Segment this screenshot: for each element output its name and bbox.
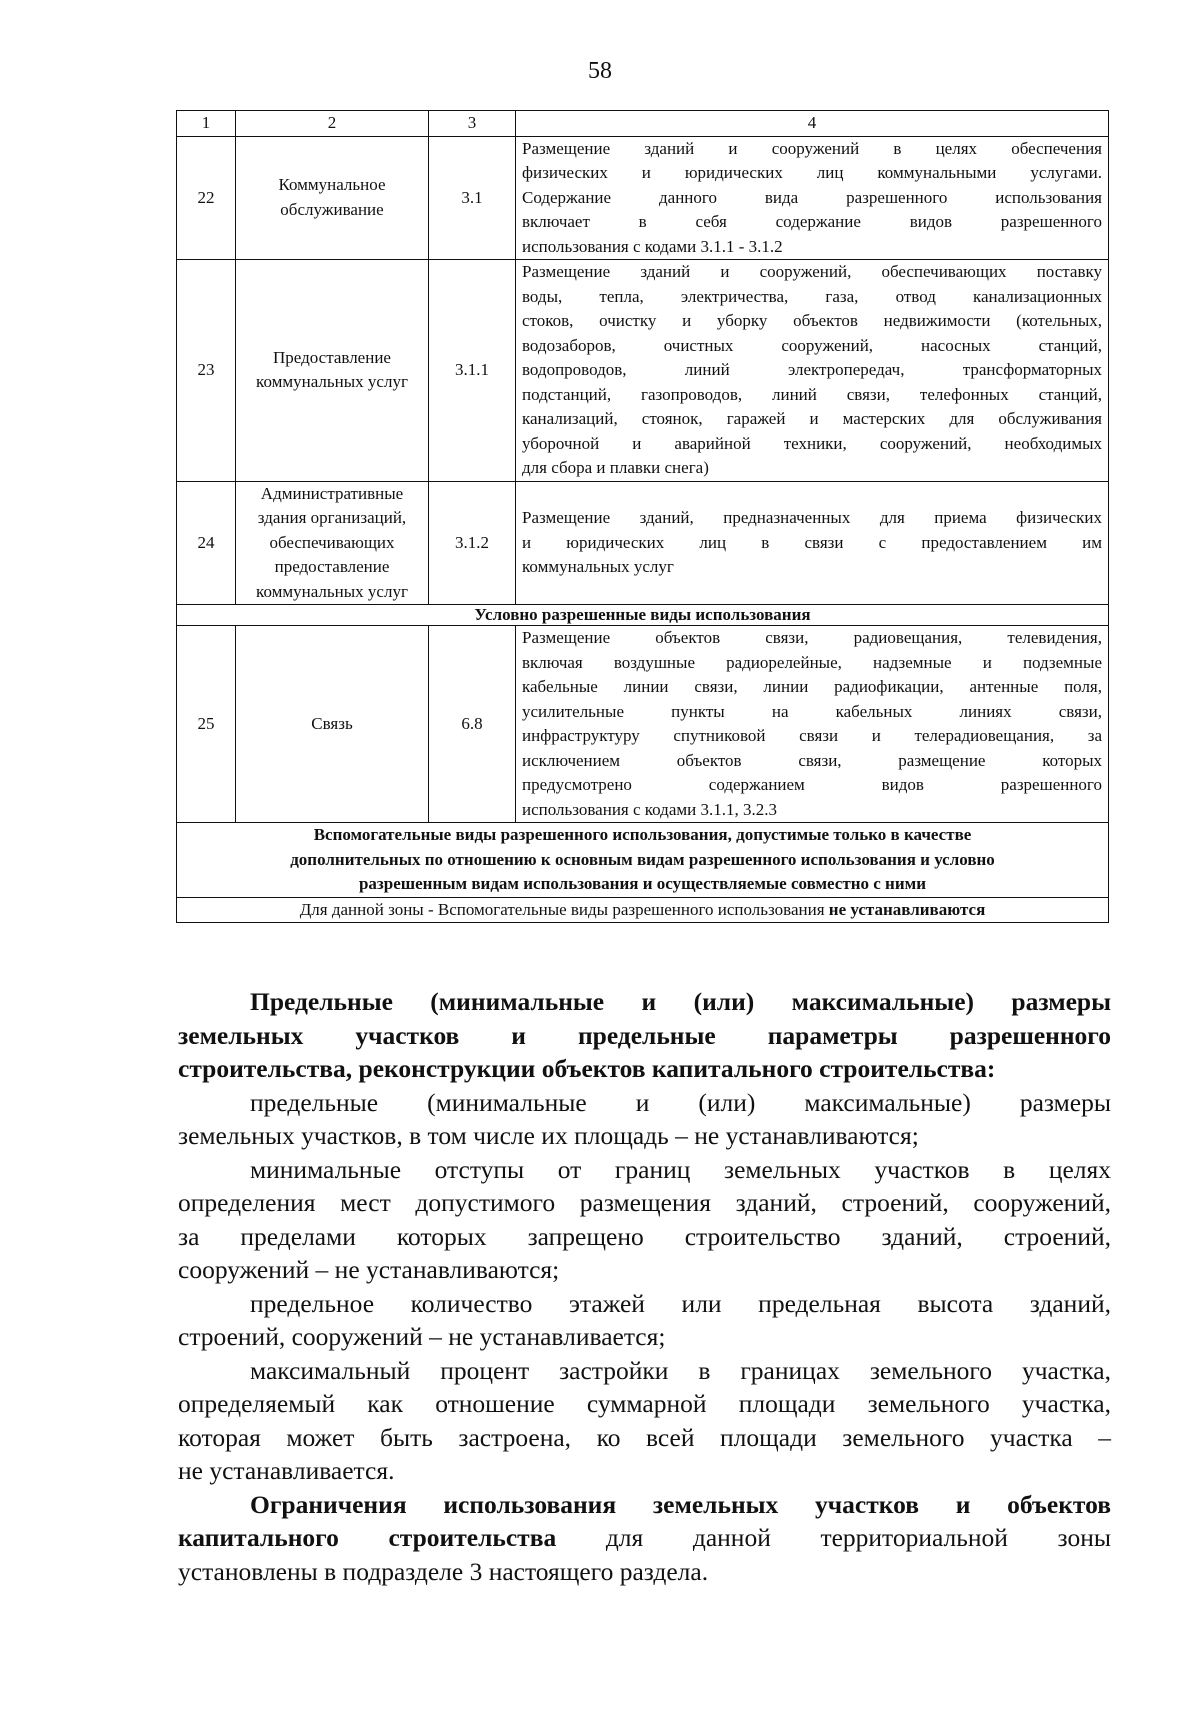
- land-use-table: [176, 110, 1109, 923]
- row-number: 22: [177, 136, 236, 260]
- restrictions-line-3: установлены в подразделе 3 настоящего раздела.: [178, 1556, 709, 1586]
- auxiliary-note-prefix: Для данной зоны - Вспомогательные виды разрешенного использования: [299, 899, 825, 919]
- paragraph-line: определения мест допустимого размещения зданий, строений, сооружений,: [178, 1188, 1111, 1217]
- restrictions-bold-1: Ограничения использования земельных участков и объектов: [250, 1489, 1111, 1519]
- auxiliary-title-line: разрешенным видам использования и осуществляемые совместно с ними: [358, 874, 927, 893]
- row-use-name: Предоставление коммунальных услуг: [236, 260, 429, 482]
- description-line: исключением объектов связи, размещение которых: [522, 750, 1102, 770]
- row-description: [516, 136, 1109, 260]
- section-heading: [178, 985, 1111, 1086]
- row-code: 3.1: [429, 136, 516, 260]
- description-line: физических и юридических лиц коммунальными услугами.: [522, 163, 1102, 182]
- description-line: Размещение зданий, предназначенных для приема физических: [522, 508, 1102, 527]
- table-row: [177, 481, 1109, 605]
- description-line: водопроводов, линий электропередач, трансформаторных: [522, 360, 1102, 379]
- description-line: использования с кодами 3.1.1 - 3.1.2: [522, 236, 783, 256]
- auxiliary-title-line: Вспомогательные виды разрешенного использования, допустимые только в качестве: [313, 825, 972, 844]
- header-col-4: 4: [516, 111, 1109, 137]
- description-line: использования с кодами 3.1.1, 3.2.3: [522, 799, 777, 819]
- body-text: [178, 985, 1111, 1588]
- description-line: Содержание данного вида разрешенного использования: [522, 187, 1102, 207]
- heading-line: строительства, реконструкции объектов капитального строительства:: [178, 1054, 996, 1083]
- paragraph-line: предельное количество этажей или предельная высота зданий,: [250, 1288, 1111, 1318]
- parameters-paragraphs: [178, 1086, 1111, 1488]
- auxiliary-section-title: [177, 823, 1109, 898]
- restrictions-regular-2: для данной территориальной зоны: [556, 1523, 1111, 1552]
- paragraph-line: минимальные отступы от границ земельных участков в целях: [250, 1154, 1111, 1184]
- row-description: [516, 626, 1109, 823]
- restrictions-bold-2: капитального строительства: [178, 1523, 557, 1552]
- table-header-row: [177, 111, 1109, 137]
- restrictions-line-1: [178, 1488, 1111, 1522]
- row-number: 25: [177, 626, 236, 823]
- header-col-1: 1: [177, 111, 236, 137]
- auxiliary-note-suffix: не устанавливаются: [828, 899, 986, 919]
- description-line: водозаборов, очистных сооружений, насосных станций,: [522, 335, 1102, 355]
- auxiliary-title-line: дополнительных по отношению к основным видам разрешенного использования и условно: [290, 849, 995, 869]
- row-use-name: Коммунальное обслуживание: [236, 136, 429, 260]
- header-col-2: 2: [236, 111, 429, 137]
- description-line: Размещение зданий и сооружений, обеспечивающих поставку: [522, 262, 1102, 281]
- row-description: [516, 481, 1109, 605]
- heading-line: земельных участков и предельные параметры разрешенного: [178, 1020, 1111, 1050]
- heading-line: Предельные (минимальные и (или) максимальные) размеры: [250, 987, 1111, 1016]
- description-line: и юридических лиц в связи с предоставлением им: [522, 532, 1102, 552]
- row-code: 3.1.2: [429, 481, 516, 605]
- description-line: кабельные линии связи, линии радиофикации, антенные поля,: [522, 677, 1102, 696]
- row-code: 3.1.1: [429, 260, 516, 482]
- description-line: Размещение зданий и сооружений в целях обеспечения: [522, 138, 1102, 158]
- row-use-name: Административные здания организаций, обеспечивающих предоставление коммунальных услуг: [236, 481, 429, 605]
- table-row: [177, 260, 1109, 482]
- row-use-name: Связь: [236, 626, 429, 823]
- auxiliary-note-row: [177, 897, 1109, 923]
- paragraph-line: определяемый как отношение суммарной площади земельного участка,: [178, 1389, 1111, 1418]
- description-line: включает в себя содержание видов разрешенного: [522, 212, 1102, 231]
- paragraph-line: предельные (минимальные и (или) максимальные) размеры: [250, 1087, 1111, 1117]
- table-body: [177, 111, 1109, 923]
- description-line: канализаций, стоянок, гаражей и мастерских для обслуживания: [522, 409, 1102, 428]
- description-line: уборочной и аварийной техники, сооружений, необходимых: [522, 433, 1102, 453]
- paragraph-line: земельных участков, в том числе их площадь – не устанавливаются;: [178, 1121, 919, 1150]
- paragraph-line: строений, сооружений – не устанавливается;: [178, 1322, 666, 1351]
- conditional-section-title: Условно разрешенные виды использования: [177, 605, 1109, 626]
- paragraph-line: за пределами которых запрещено строительство зданий, строений,: [178, 1221, 1111, 1251]
- row-number: 23: [177, 260, 236, 482]
- table-row: [177, 626, 1109, 823]
- description-line: стоков, очистку и уборку объектов недвижимости (котельных,: [522, 311, 1102, 330]
- paragraph-line: сооружений – не устанавливаются;: [178, 1255, 560, 1284]
- description-line: усилительные пункты на кабельных линиях связи,: [522, 701, 1102, 721]
- page-number: 58: [588, 58, 612, 84]
- description-line: предусмотрено содержанием видов разрешенного: [522, 775, 1102, 794]
- description-line: для сбора и плавки снега): [522, 458, 709, 477]
- row-description: [516, 260, 1109, 482]
- header-col-3: 3: [429, 111, 516, 137]
- description-line: подстанций, газопроводов, линий связи, телефонных станций,: [522, 384, 1102, 404]
- table-row: [177, 136, 1109, 260]
- auxiliary-section-row: [177, 823, 1109, 898]
- description-line: Размещение объектов связи, радиовещания, телевидения,: [522, 628, 1102, 647]
- row-code: 6.8: [429, 626, 516, 823]
- description-line: воды, тепла, электричества, газа, отвод канализационных: [522, 286, 1102, 306]
- description-line: инфраструктуру спутниковой связи и телерадиовещания, за: [522, 726, 1102, 745]
- paragraph-line: максимальный процент застройки в границах земельного участка,: [250, 1355, 1111, 1385]
- paragraph-line: которая может быть застроена, ко всей площади земельного участка –: [178, 1422, 1111, 1452]
- description-line: коммунальных услуг: [522, 557, 674, 576]
- row-number: 24: [177, 481, 236, 605]
- restrictions-line-2: [178, 1521, 1111, 1555]
- conditional-section-row: [177, 605, 1109, 626]
- paragraph-line: не устанавливается.: [178, 1456, 395, 1485]
- description-line: включая воздушные радиорелейные, надземные и подземные: [522, 652, 1102, 672]
- auxiliary-note: [177, 897, 1109, 923]
